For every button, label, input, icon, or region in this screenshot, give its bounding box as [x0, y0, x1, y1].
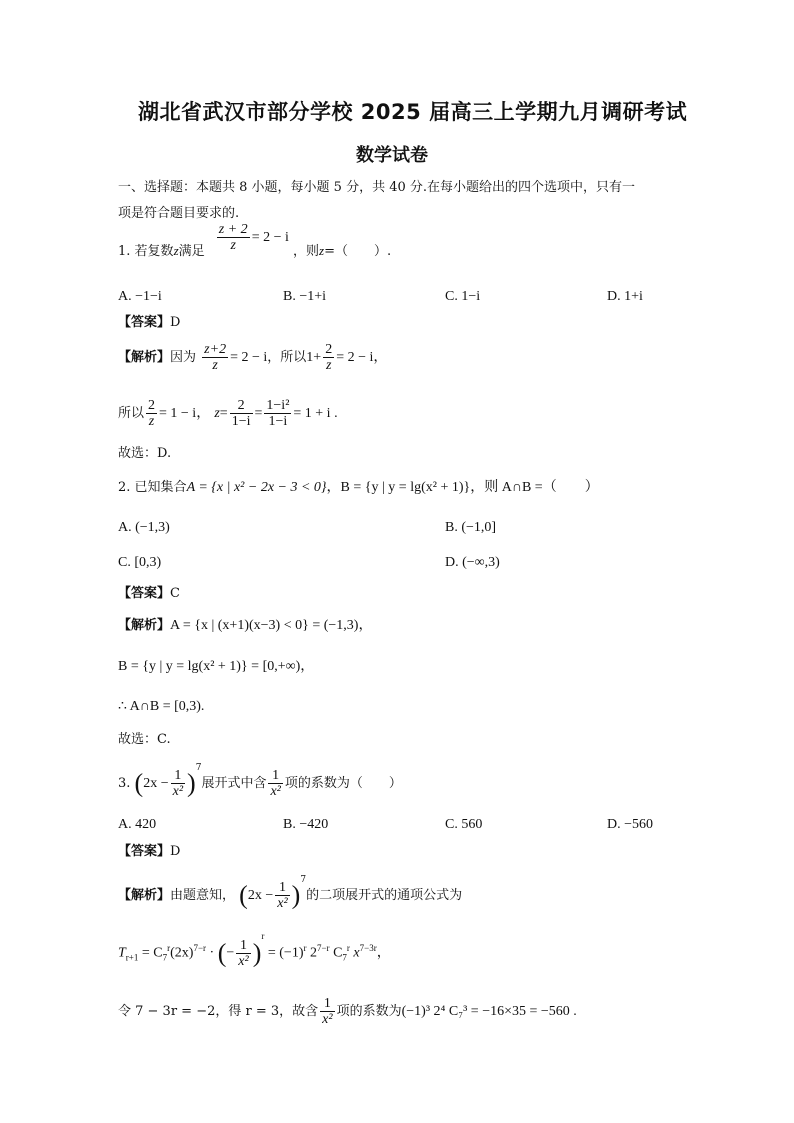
q1-conclusion: 故选：D.: [118, 446, 172, 461]
q1-option-b: B. −1+i: [283, 289, 327, 304]
q1-frac-den: z: [230, 238, 236, 253]
q1-a1-text2: ，所以: [267, 350, 307, 365]
q1-option-a: A. −1−i: [118, 289, 162, 304]
q3-a2-paren-close: ): [252, 938, 262, 968]
q1-a2-frac-den: z: [148, 414, 155, 429]
q1-a2-frac2-num: 2: [230, 398, 253, 414]
q2-option-c: C. [0,3): [118, 555, 162, 570]
q3-a2-neg: = (−1): [267, 945, 304, 961]
q3-stem-mid: 展开式中含: [201, 776, 267, 791]
page-subtitle: 数学试卷: [356, 145, 428, 166]
q3-a2-c: = C: [141, 945, 163, 961]
q1-a1-one-plus: 1+: [306, 350, 322, 365]
q1-a2-frac3-num: 1−i²: [266, 398, 290, 413]
q1-option-c: C. 1−i: [445, 289, 481, 304]
q1-a1-rhs2: = 2 − i，: [336, 350, 388, 365]
q3-term-frac-num: 1: [268, 768, 282, 784]
q2-analysis-line-2: B = {y | y = lg(x² + 1)} = [0,+∞)，: [118, 659, 315, 674]
q3-a2-frac-den: x²: [238, 954, 249, 969]
q2-answer-value: C: [170, 586, 180, 601]
q3-a3-fraction: [320, 996, 334, 1027]
q3-a2-end: ，: [376, 945, 391, 961]
q1-a1-text1: 因为: [170, 350, 197, 365]
q3-a2-paren-open: (: [217, 938, 227, 968]
q1-a1-fraction: [202, 342, 228, 373]
q1-a2-fraction-3: [264, 398, 291, 429]
q1-stem: [118, 222, 392, 267]
q1-a2-rhs: = 1 − i，: [159, 406, 211, 421]
q2-answer-label: 【答案】: [118, 586, 171, 601]
q2-stem-text: 已知集合: [134, 480, 187, 495]
q1-rhs: = 2 − i: [251, 230, 289, 245]
q2-set-a: A = {x | x² − 2x − 3 < 0}: [186, 480, 327, 495]
q1-a2-frac2-den: 1−i: [231, 414, 251, 429]
q1-a1-fraction-2: [323, 342, 334, 373]
q3-a2-frac-num: 1: [236, 938, 250, 954]
q1-a2-eq: =: [219, 406, 228, 421]
q1-cond: 满足: [178, 244, 205, 259]
q3-expr-exp: 7: [195, 762, 202, 773]
q3-a2-two: 2: [309, 945, 317, 961]
q1-a2-fraction: [146, 398, 157, 429]
q1-analysis-line-1: [118, 342, 387, 373]
q1-a2-text: 所以: [118, 406, 145, 421]
q2-set-b: ，B = {y | y = lg(x² + 1)}: [326, 480, 471, 495]
q2-analysis-line-3: ∴ A∩B = [0,3).: [118, 699, 205, 714]
q3-a2-dot: ·: [209, 945, 215, 961]
q3-option-d: D. −560: [607, 817, 654, 832]
q1-a2-z: z: [214, 406, 220, 421]
q2-option-d: D. (−∞,3): [445, 555, 500, 570]
q3-option-a: A. 420: [118, 817, 157, 832]
q3-number: 3.: [118, 776, 131, 791]
q3-a1-expr-fraction: [275, 880, 289, 911]
q3-stem: [118, 762, 402, 799]
q3-analysis-line-1: [118, 874, 463, 911]
q3-a1-text1: 由题意知，: [170, 888, 236, 903]
q3-a1-frac-num: 1: [275, 880, 289, 896]
q3-expr-fraction: [171, 768, 185, 799]
q2-answer: [118, 584, 180, 604]
q1-ask-suffix: =（ ）.: [324, 244, 392, 259]
q3-answer-label: 【答案】: [118, 844, 171, 859]
q1-a1-frac-den: z: [212, 358, 218, 373]
q1-a1-rhs: = 2 − i: [230, 350, 268, 365]
q1-a1-frac2-num: 2: [325, 342, 333, 357]
q2-a1: A = {x | (x+1)(x−3) < 0} = (−1,3)，: [170, 618, 373, 633]
q3-a1-paren-close: ): [291, 880, 301, 910]
q3-a3-frac-den: x²: [322, 1012, 333, 1027]
q3-expr-lead: 2x −: [143, 776, 169, 791]
q1-answer-value: D: [170, 315, 181, 330]
q1-option-d: D. 1+i: [607, 289, 643, 304]
q3-a3-frac-num: 1: [320, 996, 334, 1012]
q3-analysis-line-2: $T_{r+1} = C_7^r(2x)^{7-r}$ · (− $\frac{1}{\text{x²}}$ )$^r = (-1)^r$ $2^{7-r}$ $C_7^r$ $x^{7-3r}$，: [118, 931, 391, 969]
q2-option-a: A. (−1,3): [118, 520, 170, 535]
q3-a2-t: T: [118, 945, 126, 961]
q1-a2-eq2: =: [254, 406, 263, 421]
q1-a2-fraction-2: [230, 398, 253, 429]
q3-a2-x: x: [353, 945, 360, 961]
q3-term-frac-den: x²: [270, 784, 281, 799]
q3-a2-c2: C: [333, 945, 343, 961]
q1-lead: 若复数: [134, 244, 174, 259]
q2-ask: ，则 A∩B =（ ）: [470, 480, 599, 495]
section-intro-line-2: 项是符合题目要求的.: [118, 206, 240, 221]
q1-a2-frac-num: 2: [148, 398, 156, 413]
q2-stem: [118, 478, 599, 498]
q3-a1-paren-open: (: [239, 880, 248, 910]
q3-expr-frac-num: 1: [171, 768, 185, 784]
q3-term-fraction: [268, 768, 282, 799]
q1-var: z: [173, 243, 179, 258]
q1-analysis-label: 【解析】: [118, 350, 171, 365]
q3-answer: [118, 842, 180, 862]
q3-a2-fraction: [236, 938, 250, 969]
page-title: 湖北省武汉市部分学校 2025 届高三上学期九月调研考试: [138, 100, 688, 124]
q1-a1-frac-num: z+2: [204, 342, 227, 357]
q2-analysis-label: 【解析】: [118, 618, 171, 633]
q3-analysis-line-3: [118, 996, 577, 1027]
q3-analysis-label: 【解析】: [118, 888, 171, 903]
q3-option-c: C. 560: [445, 817, 483, 832]
q3-a1-frac-den: x²: [277, 896, 288, 911]
q1-a2-end: = 1 + i .: [293, 406, 338, 421]
q3-paren-open: (: [134, 768, 144, 798]
q1-a2-frac3-den: 1−i: [268, 414, 288, 429]
q1-answer: [118, 313, 180, 333]
q3-a2-sub: r+1: [125, 952, 139, 963]
q3-a1-exp: 7: [300, 874, 307, 885]
q3-a3-calc: (−1)³ 2⁴ C₇³ = −16×35 = −560 .: [401, 1004, 577, 1019]
q1-ask-prefix: ，则: [293, 244, 320, 259]
q2-analysis-line-1: [118, 616, 372, 636]
q2-option-b: B. (−1,0]: [445, 520, 497, 535]
section-intro-line-1: 一、选择题：本题共 8 小题，每小题 5 分，共 40 分.在每小题给出的四个选项中，只有一: [118, 180, 636, 195]
q3-a3-text2: 项的系数为: [336, 1004, 402, 1019]
q3-a3-text1: 令 7 − 3r = −2，得 r = 3，故含: [118, 1004, 319, 1019]
q3-a1-expr-lead: 2x −: [247, 888, 274, 903]
q3-paren-close: ): [187, 768, 196, 798]
q1-fraction: [217, 222, 250, 253]
q3-stem-end: 项的系数为（ ）: [284, 776, 402, 791]
q1-a1-frac2-den: z: [325, 358, 332, 373]
q1-ask-var: z: [319, 243, 325, 258]
q3-option-b: B. −420: [283, 817, 329, 832]
q3-answer-value: D: [170, 844, 181, 859]
q1-answer-label: 【答案】: [118, 315, 171, 330]
q3-a2-2x: (2x): [170, 945, 194, 961]
q1-number: 1.: [118, 244, 131, 259]
q2-number: 2.: [118, 480, 131, 495]
q3-expr-frac-den: x²: [172, 784, 184, 799]
q3-a1-text2: 的二项展开式的通项公式为: [306, 888, 463, 903]
q2-conclusion: 故选：C.: [118, 732, 171, 747]
q1-analysis-line-2: [118, 398, 338, 429]
q1-frac-num: z + 2: [218, 222, 248, 237]
